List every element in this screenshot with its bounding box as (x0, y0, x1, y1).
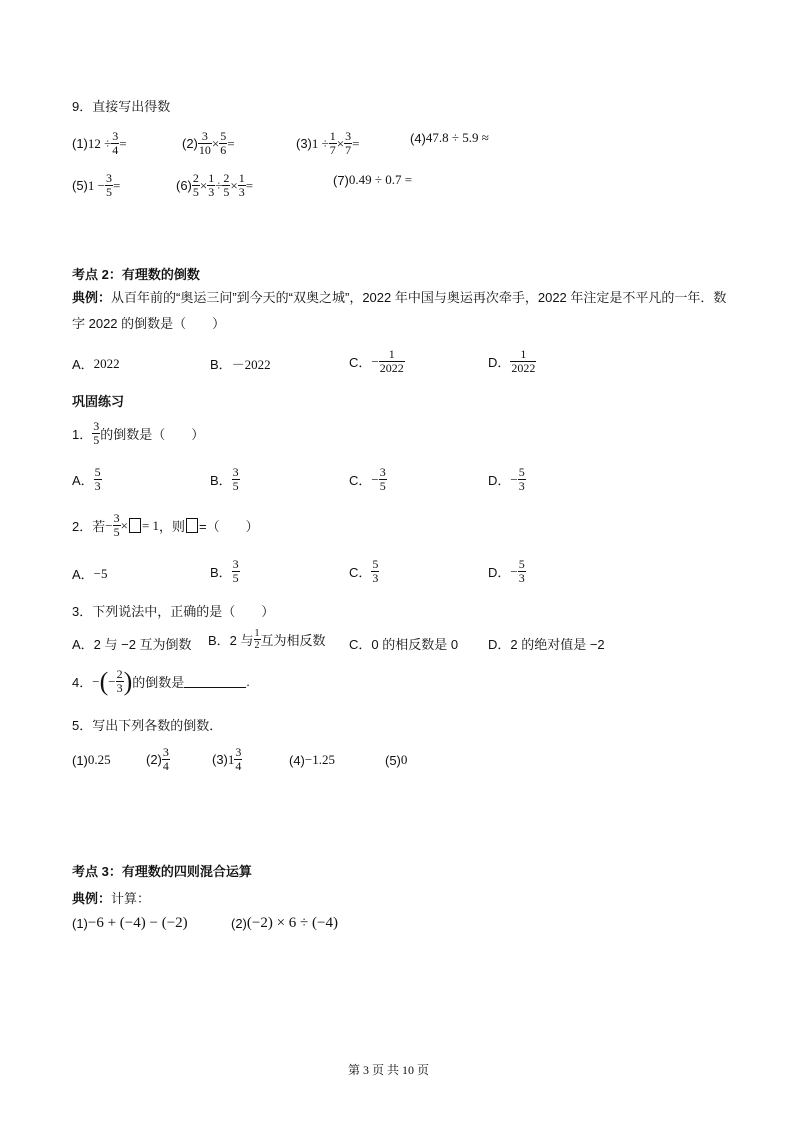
fraction: $\frac{5}{6}$ (220, 129, 227, 157)
fraction: $\frac{2}{5}$ (192, 171, 199, 199)
item-label: C． (349, 473, 372, 488)
question-text: 若 (92, 519, 106, 534)
practice-q1 (72, 420, 204, 447)
q3-option-d: D．2 的绝对值是 −2 (488, 637, 605, 652)
q1-option (349, 466, 387, 493)
q2-option (488, 558, 526, 585)
question-number: 5． (72, 718, 93, 733)
fraction: $\frac{3}{5}$ (232, 465, 239, 493)
fraction: $\frac{3}{4}$ (162, 745, 169, 773)
question-number: 4． (72, 675, 93, 690)
math-text: × (199, 177, 208, 193)
q1-option (488, 466, 526, 493)
option-text: B．2 与 (208, 633, 254, 648)
question-number: 1． (72, 427, 93, 442)
q3-option-b (208, 628, 326, 651)
fraction: $\frac{5}{3}$ (518, 465, 525, 493)
answer-blank[interactable] (184, 675, 246, 688)
question-text: =（ ） (199, 519, 259, 534)
fraction: $\frac{5}{3}$ (94, 465, 101, 493)
example-label: 典例： (72, 290, 112, 305)
q9-item (296, 130, 359, 157)
practice-q2 (72, 512, 259, 539)
minus-sign: − (92, 673, 100, 689)
math-text: − (371, 471, 379, 487)
item-label: (1) (72, 752, 88, 768)
q9-item (333, 172, 412, 188)
question-text: 的倒数是（ ） (100, 427, 205, 442)
example-text: 从百年前的“奥运三问”到今天的“双奥之城”，2022 年中国与奥运再次牵手，2022 年注定是不平凡的一年．数字 2022 的倒数是（ ） (72, 290, 727, 331)
item-label: C． (349, 565, 372, 580)
q1-option (72, 466, 102, 493)
item-label: D． (488, 473, 511, 488)
fraction: $\frac{3}{5}$ (105, 171, 112, 199)
fraction: $\frac{5}{3}$ (372, 557, 379, 585)
math-text: －2022 (231, 357, 271, 372)
fraction: $\frac{3}{5}$ (232, 557, 239, 585)
item-label: (3) (296, 136, 312, 151)
math-text: 1 (227, 751, 235, 767)
kp3-item-1 (72, 915, 188, 932)
practice-q4 (72, 668, 250, 695)
item-label: (2) (146, 752, 162, 767)
item-label: (4) (410, 130, 426, 146)
q5-item (72, 752, 111, 768)
blank-box (186, 518, 198, 533)
fraction: $\frac{1}{2}$ (254, 628, 260, 651)
math-text: × (336, 135, 345, 151)
question-text: ，则 (159, 519, 186, 534)
fraction: $\frac{2}{3}$ (116, 667, 123, 695)
section-heading-kp2: 考点 2：有理数的倒数 (72, 267, 200, 282)
left-paren: ( (99, 666, 109, 696)
math-text: 1 ÷ (311, 135, 329, 151)
fraction: $\frac{1}{3}$ (238, 171, 245, 199)
minus-sign: − (105, 517, 113, 533)
period: . (246, 674, 250, 689)
expression: −6 + (−4) − (−2) (87, 915, 188, 931)
fraction: $\frac{3}{5}$ (93, 419, 100, 447)
kp3-item-2 (231, 915, 338, 932)
question-text: 的倒数是 (132, 675, 185, 690)
practice-heading: 巩固练习 (72, 394, 125, 409)
math-text: 0 (400, 752, 408, 767)
math-text: = (119, 135, 127, 151)
page-footer: 第 3 页 共 10 页 (348, 1063, 430, 1077)
math-text: 0.49 ÷ 0.7 = (348, 172, 413, 187)
practice-q5 (72, 715, 222, 734)
example-label: 典例： (72, 891, 112, 906)
item-label: (3) (212, 752, 228, 767)
item-label: C． (349, 355, 372, 370)
minus-sign: − (108, 673, 116, 689)
kp2-option (488, 348, 536, 375)
item-label: A． (72, 473, 94, 488)
kp3-example (72, 888, 150, 907)
math-text: 47.8 ÷ 5.9 ≈ (425, 130, 489, 145)
q9-title: 9．直接写出得数 (72, 99, 171, 114)
item-label: (2) (231, 916, 247, 931)
q9-item (176, 172, 253, 199)
item-label: D． (488, 565, 511, 580)
item-label: (7) (333, 172, 349, 188)
kp2-example (72, 285, 732, 337)
item-label: (2) (182, 136, 198, 151)
math-text: × (211, 135, 220, 151)
math-text: = (245, 177, 254, 193)
fraction: $\frac{3}{5}$ (113, 511, 120, 539)
item-label: B． (210, 473, 232, 488)
fraction: $\frac{5}{3}$ (518, 557, 525, 585)
right-paren: ) (123, 666, 133, 696)
math-text: − (510, 471, 518, 487)
fraction: $\frac{1}{7}$ (329, 129, 336, 157)
fraction: $\frac{3}{4}$ (112, 129, 119, 157)
math-text: − (510, 563, 518, 579)
q5-item (212, 746, 242, 773)
q2-option (72, 564, 108, 583)
math-text: −1.25 (304, 752, 335, 767)
example-text: 计算： (111, 891, 151, 906)
question-number: 2． (72, 519, 93, 534)
math-text: 12 ÷ (87, 135, 112, 151)
times-sign: × (120, 517, 128, 533)
q9-item (72, 130, 127, 157)
math-text: 0.25 (87, 752, 111, 767)
question-text: 写出下列各数的倒数． (92, 718, 223, 733)
item-label: (6) (176, 178, 192, 193)
kp2-option (210, 354, 271, 373)
item-label: D． (488, 355, 511, 370)
item-label: (4) (289, 752, 305, 768)
q3-option-c: C．0 的相反数是 0 (349, 637, 459, 652)
q9-item (410, 130, 489, 146)
q9-item (182, 130, 235, 157)
item-label: (1) (72, 916, 88, 931)
math-text: 2022 (93, 355, 120, 371)
item-label: A． (72, 567, 94, 582)
question-text: 下列说法中，正确的是（ ） (92, 604, 275, 619)
math-text: = (352, 135, 360, 151)
q3-option-a: A．2 与 −2 互为倒数 (72, 637, 192, 652)
expression: (−2) × 6 ÷ (−4) (246, 915, 338, 931)
fraction: $\frac{1}{2022}$ (511, 347, 536, 375)
fraction: $\frac{3}{10}$ (198, 129, 211, 157)
q1-option (210, 466, 240, 493)
question-number: 3． (72, 604, 93, 619)
q5-item (385, 752, 407, 768)
item-label: A． (72, 357, 94, 372)
math-text: −5 (93, 565, 108, 581)
math-text: = (227, 135, 235, 151)
practice-q3 (72, 601, 274, 620)
kp2-option (349, 348, 405, 375)
math-text: 1 − (87, 177, 105, 193)
kp2-option (72, 354, 120, 373)
q5-item (289, 752, 335, 768)
q2-option (349, 558, 379, 585)
item-label: B． (210, 357, 232, 372)
fraction: $\frac{3}{7}$ (345, 129, 352, 157)
fraction: $\frac{2}{5}$ (223, 171, 230, 199)
item-label: (5) (72, 178, 88, 193)
item-label: B． (210, 565, 232, 580)
math-text: × (230, 177, 238, 193)
q2-option (210, 558, 240, 585)
equals-one: = 1 (141, 517, 160, 533)
fraction: $\frac{3}{4}$ (235, 745, 242, 773)
math-text: − (371, 353, 379, 369)
math-text: = (112, 177, 121, 193)
q5-item (146, 746, 170, 773)
item-label: (1) (72, 136, 88, 151)
option-text: 互为相反数 (260, 633, 326, 648)
section-heading-kp3: 考点 3：有理数的四则混合运算 (72, 864, 252, 879)
q9-item (72, 172, 120, 199)
math-text: ÷ (215, 177, 223, 193)
item-label: (5) (385, 752, 401, 768)
fraction: $\frac{1}{3}$ (208, 171, 215, 199)
fraction: $\frac{1}{2022}$ (379, 347, 404, 375)
blank-box (129, 518, 141, 533)
fraction: $\frac{3}{5}$ (379, 465, 386, 493)
